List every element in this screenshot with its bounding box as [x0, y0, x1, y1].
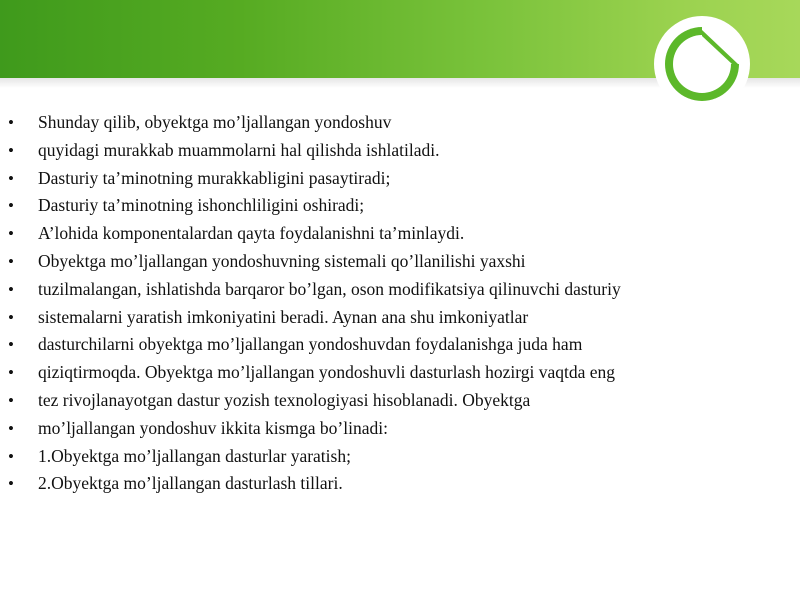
bullet-item	[0, 304, 800, 332]
bullet-dot-icon: •	[8, 474, 14, 494]
bullet-item	[0, 276, 800, 304]
bullet-dot-icon: •	[8, 307, 14, 327]
bullet-item	[0, 109, 800, 137]
bullet-text: mo’ljallangan yondoshuv ikkita kismga bo’linadi:	[38, 417, 388, 438]
bullet-text: quyidagi murakkab muammolarni hal qilishda ishlatiladi.	[38, 139, 440, 160]
bullet-dot-icon: •	[8, 113, 14, 132]
bullet-dot-icon: •	[8, 279, 14, 299]
bullet-dot-icon: •	[8, 363, 14, 383]
bullet-text: Dasturiy ta’minotning murakkabligini pasaytiradi;	[38, 167, 391, 188]
bullet-content	[0, 109, 800, 498]
bullet-list	[0, 109, 800, 498]
pie-chart-logo-icon	[652, 14, 752, 114]
bullet-item	[0, 387, 800, 415]
bullet-dot-icon: •	[8, 168, 14, 188]
bullet-text: A’lohida komponentalardan qayta foydalanishni ta’minlaydi.	[38, 223, 465, 244]
bullet-item	[0, 220, 800, 248]
bullet-dot-icon: •	[8, 196, 14, 216]
bullet-dot-icon: •	[8, 390, 14, 410]
bullet-item	[0, 331, 800, 359]
bullet-text: dasturchilarni obyektga mo’ljallangan yondoshuvdan foydalanishga juda ham	[38, 334, 583, 355]
bullet-item	[0, 443, 800, 471]
bullet-text: tuzilmalangan, ishlatishda barqaror bo’lgan, oson modifikatsiya qilinuvchi dasturiy	[38, 278, 621, 299]
bullet-item	[0, 165, 800, 193]
bullet-item	[0, 415, 800, 443]
bullet-text: sistemalarni yaratish imkoniyatini beradi. Aynan ana shu imkoniyatlar	[38, 306, 529, 327]
bullet-dot-icon: •	[8, 335, 14, 355]
bullet-text: qiziqtirmoqda. Obyektga mo’ljallangan yondoshuvli dasturlash hozirgi vaqtda eng	[38, 362, 616, 383]
bullet-dot-icon: •	[8, 140, 14, 160]
bullet-text: Obyektga mo’ljallangan yondoshuvning sistemali qo’llanilishi yaxshi	[38, 250, 526, 271]
bullet-item	[0, 248, 800, 276]
bullet-dot-icon: •	[8, 251, 14, 271]
bullet-text: Dasturiy ta’minotning ishonchliligini oshiradi;	[38, 195, 365, 216]
bullet-item	[0, 470, 800, 498]
bullet-text: 1.Obyektga mo’ljallangan dasturlar yaratish;	[38, 445, 351, 466]
bullet-item	[0, 359, 800, 387]
bullet-dot-icon: •	[8, 446, 14, 466]
bullet-item	[0, 192, 800, 220]
bullet-dot-icon: •	[8, 224, 14, 244]
bullet-text: 2.Obyektga mo’ljallangan dasturlash tillari.	[38, 473, 343, 494]
bullet-dot-icon: •	[8, 418, 14, 438]
bullet-item	[0, 137, 800, 165]
bullet-text: tez rivojlanayotgan dastur yozish texnologiyasi hisoblanadi. Obyektga	[38, 389, 531, 410]
bullet-text: Shunday qilib, obyektga mo’ljallangan yondoshuv	[38, 112, 392, 132]
